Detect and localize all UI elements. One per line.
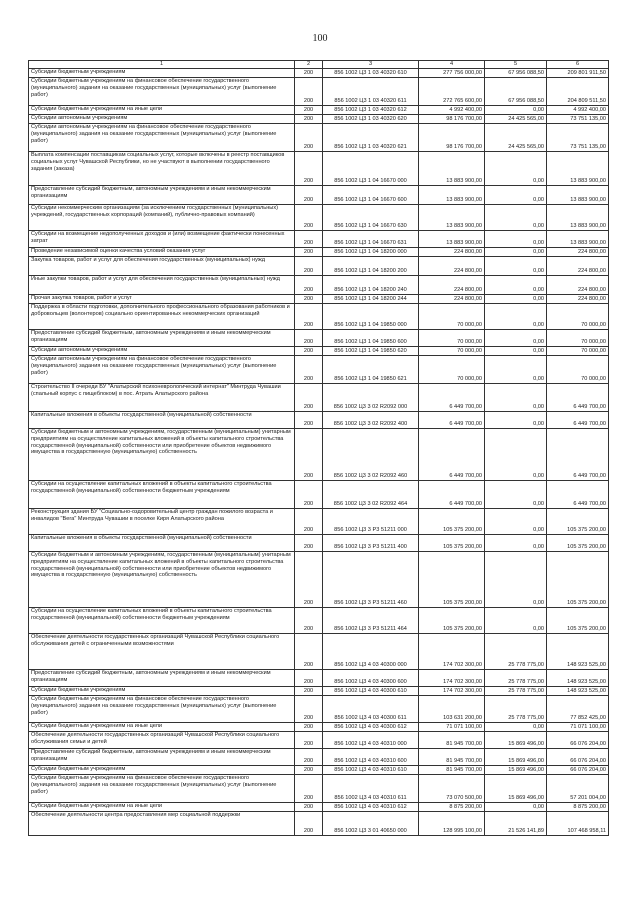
header-cell-3: 3 (323, 61, 419, 69)
row-grbs-cell: 200 (295, 205, 323, 231)
header-cell-2: 2 (295, 61, 323, 69)
row-change-cell: 0,00 (485, 304, 547, 330)
table-row (29, 347, 609, 356)
row-approved-cell: 224 800,00 (419, 295, 485, 304)
row-change-cell: 0,00 (485, 535, 547, 552)
row-name-cell: Капитальные вложения в объекты государственной (муниципальной) собственности (29, 412, 295, 429)
row-change-cell: 67 956 088,50 (485, 69, 547, 78)
row-grbs-cell: 200 (295, 412, 323, 429)
row-change-cell: 0,00 (485, 152, 547, 186)
row-total-cell: 204 809 511,50 (547, 78, 609, 106)
row-name-cell: Предоставление субсидий бюджетным, автономным учреждениям и иным некоммерческим организациям (29, 186, 295, 205)
row-approved-cell: 73 070 500,00 (419, 775, 485, 803)
row-grbs-cell: 200 (295, 766, 323, 775)
row-code-cell: 856 1002 Ц3 4 03 40310 000 (323, 732, 419, 749)
row-total-cell: 73 751 135,00 (547, 115, 609, 124)
header-cell-1: 1 (29, 61, 295, 69)
table-row (29, 356, 609, 384)
row-code-cell: 856 1002 Ц3 1 04 19850 000 (323, 304, 419, 330)
row-name-cell: Предоставление субсидий бюджетным, автономным учреждениям и иным некоммерческим организациям (29, 749, 295, 766)
table-row (29, 257, 609, 276)
row-approved-cell: 13 883 900,00 (419, 231, 485, 248)
row-total-cell: 105 375 200,00 (547, 535, 609, 552)
table-row (29, 384, 609, 412)
row-total-cell: 224 800,00 (547, 257, 609, 276)
row-approved-cell: 174 702 300,00 (419, 687, 485, 696)
table-row (29, 69, 609, 78)
row-change-cell: 0,00 (485, 552, 547, 608)
row-grbs-cell: 200 (295, 634, 323, 670)
row-code-cell: 856 1002 Ц3 4 03 40300 611 (323, 696, 419, 723)
row-approved-cell: 105 375 200,00 (419, 608, 485, 634)
row-approved-cell: 81 945 700,00 (419, 766, 485, 775)
row-code-cell: 856 1002 Ц3 4 03 40310 600 (323, 749, 419, 766)
table-body (29, 69, 609, 836)
row-name-cell: Реконструкция здания БУ "Социально-оздоровительный центр граждан пожилого возраста и инвалидов "Вега" Минтруда Чувашии в поселке Киря Алатырского района (29, 509, 295, 535)
budget-table (28, 60, 609, 836)
row-code-cell: 856 1002 Ц3 1 04 16670 631 (323, 231, 419, 248)
row-approved-cell: 70 000,00 (419, 304, 485, 330)
table-row (29, 186, 609, 205)
row-change-cell: 0,00 (485, 412, 547, 429)
row-total-cell: 73 751 135,00 (547, 124, 609, 152)
row-name-cell: Субсидии бюджетным учреждениям (29, 687, 295, 696)
row-total-cell: 66 076 204,00 (547, 766, 609, 775)
row-grbs-cell: 200 (295, 509, 323, 535)
row-change-cell: 0,00 (485, 509, 547, 535)
row-code-cell: 856 1002 Ц3 3 01 40650 000 (323, 812, 419, 836)
row-change-cell: 15 869 496,00 (485, 766, 547, 775)
table-row (29, 732, 609, 749)
row-grbs-cell: 200 (295, 257, 323, 276)
row-name-cell: Субсидии некоммерческим организациям (за исключением государственных (муниципальных) учреждений, государственных корпораций (компаний), публично-правовых компаний) (29, 205, 295, 231)
row-approved-cell: 128 995 100,00 (419, 812, 485, 836)
table-row (29, 766, 609, 775)
row-name-cell: Субсидии автономным учреждениям на финансовое обеспечение государственного (муниципального) задания на оказание государственных (муниципальных) услуг (выполнение работ) (29, 124, 295, 152)
row-approved-cell: 13 883 900,00 (419, 186, 485, 205)
row-code-cell: 856 1002 Ц3 1 03 40320 611 (323, 78, 419, 106)
row-name-cell: Проведение независимой оценки качества условий оказания услуг (29, 248, 295, 257)
row-grbs-cell: 200 (295, 69, 323, 78)
row-name-cell: Субсидии бюджетным учреждениям на иные цели (29, 106, 295, 115)
row-name-cell: Обеспечение деятельности государственных организаций Чувашской Республики социального обслуживания семьи и детей (29, 732, 295, 749)
table-row (29, 749, 609, 766)
row-approved-cell: 105 375 200,00 (419, 509, 485, 535)
row-code-cell: 856 1002 Ц3 3 02 R2092 464 (323, 481, 419, 509)
row-name-cell: Субсидии на возмещение недополученных доходов и (или) возмещение фактически понесенных затрат (29, 231, 295, 248)
table-row (29, 304, 609, 330)
row-code-cell: 856 1002 Ц3 1 03 40320 620 (323, 115, 419, 124)
row-total-cell: 66 076 204,00 (547, 732, 609, 749)
row-total-cell: 70 000,00 (547, 356, 609, 384)
row-code-cell: 856 1002 Ц3 1 04 16670 000 (323, 152, 419, 186)
row-name-cell: Субсидии автономным учреждениям (29, 347, 295, 356)
row-change-cell: 0,00 (485, 803, 547, 812)
table-row (29, 115, 609, 124)
row-code-cell: 856 1002 Ц3 1 04 19850 620 (323, 347, 419, 356)
row-name-cell: Строительство II очереди БУ "Алатырский психоневрологический интернат" Минтруда Чувашии (спальный корпус с пищеблоком) в пос. Атрать Алатырского района (29, 384, 295, 412)
row-code-cell: 856 1002 Ц3 1 03 40320 621 (323, 124, 419, 152)
row-change-cell: 0,00 (485, 608, 547, 634)
row-approved-cell: 6 449 700,00 (419, 384, 485, 412)
row-name-cell: Субсидии бюджетным и автономным учреждениям, государственным (муниципальным) унитарным предприятиям на осуществление капитальных вложений в объекты капитального строительства государственной (муниципальной) собственности или приобретение объектов недвижимого имущества в государственную (муниципальную) собственность (29, 552, 295, 608)
table-row (29, 231, 609, 248)
row-change-cell: 0,00 (485, 205, 547, 231)
row-name-cell: Субсидии бюджетным учреждениям на финансовое обеспечение государственного (муниципального) задания на оказание государственных (муниципальных) услуг (выполнение работ) (29, 775, 295, 803)
row-change-cell: 0,00 (485, 231, 547, 248)
row-code-cell: 856 1002 Ц3 3 P3 51211 400 (323, 535, 419, 552)
row-code-cell: 856 1002 Ц3 1 04 18200 240 (323, 276, 419, 295)
row-total-cell: 70 000,00 (547, 304, 609, 330)
table-row (29, 205, 609, 231)
row-approved-cell: 71 071 100,00 (419, 723, 485, 732)
row-total-cell: 105 375 200,00 (547, 552, 609, 608)
row-grbs-cell: 200 (295, 696, 323, 723)
table-row (29, 696, 609, 723)
row-name-cell: Прочая закупка товаров, работ и услуг (29, 295, 295, 304)
table-row (29, 535, 609, 552)
row-approved-cell: 224 800,00 (419, 276, 485, 295)
page-number: 100 (312, 33, 328, 44)
row-grbs-cell: 200 (295, 115, 323, 124)
row-approved-cell: 6 449 700,00 (419, 429, 485, 481)
row-change-cell: 67 956 088,50 (485, 78, 547, 106)
row-total-cell: 13 883 900,00 (547, 231, 609, 248)
row-grbs-cell: 200 (295, 481, 323, 509)
row-grbs-cell: 200 (295, 106, 323, 115)
row-change-cell: 25 778 775,00 (485, 687, 547, 696)
table-row (29, 124, 609, 152)
row-approved-cell: 98 176 700,00 (419, 115, 485, 124)
row-grbs-cell: 200 (295, 803, 323, 812)
row-grbs-cell: 200 (295, 608, 323, 634)
row-name-cell: Субсидии бюджетным учреждениям (29, 69, 295, 78)
row-name-cell: Иные закупки товаров, работ и услуг для обеспечения государственных (муниципальных) нужд (29, 276, 295, 295)
row-change-cell: 15 869 496,00 (485, 775, 547, 803)
row-approved-cell: 13 883 900,00 (419, 152, 485, 186)
row-name-cell: Субсидии автономным учреждениям на финансовое обеспечение государственного (муниципального) задания на оказание государственных (муниципальных) услуг (выполнение работ) (29, 356, 295, 384)
row-total-cell: 209 801 911,50 (547, 69, 609, 78)
row-change-cell: 21 526 141,89 (485, 812, 547, 836)
row-total-cell: 8 875 200,00 (547, 803, 609, 812)
row-grbs-cell: 200 (295, 347, 323, 356)
table-row (29, 803, 609, 812)
row-change-cell: 0,00 (485, 330, 547, 347)
row-grbs-cell: 200 (295, 295, 323, 304)
row-name-cell: Обеспечение деятельности государственных организаций Чувашской Республики социального обслуживания детей с ограниченными возможностями (29, 634, 295, 670)
row-total-cell: 13 883 900,00 (547, 152, 609, 186)
row-name-cell: Предоставление субсидий бюджетным, автономным учреждениям и иным некоммерческим организациям (29, 330, 295, 347)
row-name-cell: Субсидии бюджетным учреждениям на иные цели (29, 803, 295, 812)
table-row (29, 429, 609, 481)
row-approved-cell: 174 702 300,00 (419, 670, 485, 687)
table-row (29, 152, 609, 186)
row-name-cell: Предоставление субсидий бюджетным, автономным учреждениям и иным некоммерческим организациям (29, 670, 295, 687)
table-row (29, 481, 609, 509)
row-change-cell: 0,00 (485, 186, 547, 205)
row-grbs-cell: 200 (295, 330, 323, 347)
row-approved-cell: 105 375 200,00 (419, 552, 485, 608)
row-total-cell: 70 000,00 (547, 330, 609, 347)
row-total-cell: 148 923 525,00 (547, 687, 609, 696)
row-code-cell: 856 1002 Ц3 4 03 40310 612 (323, 803, 419, 812)
row-grbs-cell: 200 (295, 124, 323, 152)
table-row (29, 106, 609, 115)
row-code-cell: 856 1002 Ц3 3 02 R2092 400 (323, 412, 419, 429)
row-code-cell: 856 1002 Ц3 3 P3 51211 464 (323, 608, 419, 634)
row-name-cell: Субсидии на осуществление капитальных вложений в объекты капитального строительства государственной (муниципальной) собственности бюджетным учреждениям (29, 608, 295, 634)
row-total-cell: 77 852 425,00 (547, 696, 609, 723)
row-approved-cell: 174 702 300,00 (419, 634, 485, 670)
row-change-cell: 0,00 (485, 481, 547, 509)
row-grbs-cell: 200 (295, 304, 323, 330)
row-total-cell: 6 449 700,00 (547, 384, 609, 412)
row-code-cell: 856 1002 Ц3 3 02 R2092 000 (323, 384, 419, 412)
row-name-cell: Субсидии бюджетным и автономным учреждениям, государственным (муниципальным) унитарным предприятиям на осуществление капитальных вложений в объекты капитального строительства государственной (муниципальной) собственности или приобретение объектов недвижимого имущества в государственную (муниципальную) собственность (29, 429, 295, 481)
row-total-cell: 224 800,00 (547, 248, 609, 257)
row-total-cell: 6 449 700,00 (547, 429, 609, 481)
row-change-cell: 0,00 (485, 295, 547, 304)
row-change-cell: 0,00 (485, 347, 547, 356)
table-row (29, 276, 609, 295)
table-row (29, 330, 609, 347)
row-approved-cell: 103 631 200,00 (419, 696, 485, 723)
header-row (29, 61, 609, 69)
row-name-cell: Капитальные вложения в объекты государственной (муниципальной) собственности (29, 535, 295, 552)
table-row (29, 608, 609, 634)
row-change-cell: 0,00 (485, 276, 547, 295)
table-row (29, 248, 609, 257)
row-approved-cell: 272 765 600,00 (419, 78, 485, 106)
row-grbs-cell: 200 (295, 231, 323, 248)
row-code-cell: 856 1002 Ц3 4 03 40300 600 (323, 670, 419, 687)
row-name-cell: Поддержка в области подготовки, дополнительного профессионального образования работников и добровольцев (волонтеров) социально ориентированных некоммерческих организаций (29, 304, 295, 330)
row-change-cell: 15 869 496,00 (485, 732, 547, 749)
table-row (29, 78, 609, 106)
table-row (29, 670, 609, 687)
row-code-cell: 856 1002 Ц3 3 P3 51211 000 (323, 509, 419, 535)
table-row (29, 552, 609, 608)
row-approved-cell: 277 756 000,00 (419, 69, 485, 78)
row-change-cell: 25 778 775,00 (485, 696, 547, 723)
row-change-cell: 0,00 (485, 356, 547, 384)
row-code-cell: 856 1002 Ц3 1 04 19850 621 (323, 356, 419, 384)
row-total-cell: 107 468 958,11 (547, 812, 609, 836)
row-code-cell: 856 1002 Ц3 1 04 18200 244 (323, 295, 419, 304)
row-change-cell: 25 778 775,00 (485, 670, 547, 687)
row-code-cell: 856 1002 Ц3 1 03 40320 610 (323, 69, 419, 78)
row-approved-cell: 4 992 400,00 (419, 106, 485, 115)
row-approved-cell: 105 375 200,00 (419, 535, 485, 552)
row-code-cell: 856 1002 Ц3 4 03 40300 610 (323, 687, 419, 696)
row-approved-cell: 81 945 700,00 (419, 749, 485, 766)
row-approved-cell: 224 800,00 (419, 248, 485, 257)
header-cell-5: 5 (485, 61, 547, 69)
row-approved-cell: 6 449 700,00 (419, 481, 485, 509)
row-grbs-cell: 200 (295, 670, 323, 687)
row-change-cell: 15 869 496,00 (485, 749, 547, 766)
row-total-cell: 6 449 700,00 (547, 481, 609, 509)
row-code-cell: 856 1002 Ц3 3 02 R2092 460 (323, 429, 419, 481)
row-change-cell: 24 425 565,00 (485, 124, 547, 152)
row-code-cell: 856 1002 Ц3 1 04 19850 600 (323, 330, 419, 347)
row-approved-cell: 8 875 200,00 (419, 803, 485, 812)
row-total-cell: 71 071 100,00 (547, 723, 609, 732)
row-change-cell: 0,00 (485, 257, 547, 276)
row-grbs-cell: 200 (295, 78, 323, 106)
row-approved-cell: 98 176 700,00 (419, 124, 485, 152)
row-name-cell: Субсидии бюджетным учреждениям на финансовое обеспечение государственного (муниципального) задания на оказание государственных (муниципальных) услуг (выполнение работ) (29, 696, 295, 723)
row-code-cell: 856 1002 Ц3 3 P3 51211 460 (323, 552, 419, 608)
row-approved-cell: 81 945 700,00 (419, 732, 485, 749)
row-total-cell: 105 375 200,00 (547, 608, 609, 634)
table-row (29, 723, 609, 732)
table-row (29, 775, 609, 803)
row-code-cell: 856 1002 Ц3 1 03 40320 612 (323, 106, 419, 115)
row-grbs-cell: 200 (295, 749, 323, 766)
header-cell-4: 4 (419, 61, 485, 69)
row-grbs-cell: 200 (295, 687, 323, 696)
row-total-cell: 4 992 400,00 (547, 106, 609, 115)
row-code-cell: 856 1002 Ц3 1 04 16670 600 (323, 186, 419, 205)
row-grbs-cell: 200 (295, 812, 323, 836)
header-cell-6: 6 (547, 61, 609, 69)
table-row (29, 812, 609, 836)
row-approved-cell: 70 000,00 (419, 347, 485, 356)
row-name-cell: Субсидии бюджетным учреждениям на иные цели (29, 723, 295, 732)
row-name-cell: Субсидии автономным учреждениям (29, 115, 295, 124)
row-code-cell: 856 1002 Ц3 4 03 40300 612 (323, 723, 419, 732)
row-code-cell: 856 1002 Ц3 4 03 40300 000 (323, 634, 419, 670)
row-grbs-cell: 200 (295, 152, 323, 186)
table-row (29, 634, 609, 670)
table-row (29, 412, 609, 429)
row-change-cell: 0,00 (485, 723, 547, 732)
row-grbs-cell: 200 (295, 384, 323, 412)
row-total-cell: 105 375 200,00 (547, 509, 609, 535)
row-approved-cell: 13 883 900,00 (419, 205, 485, 231)
row-total-cell: 224 800,00 (547, 295, 609, 304)
row-code-cell: 856 1002 Ц3 4 03 40310 611 (323, 775, 419, 803)
row-code-cell: 856 1002 Ц3 1 04 18200 000 (323, 248, 419, 257)
row-grbs-cell: 200 (295, 732, 323, 749)
row-grbs-cell: 200 (295, 429, 323, 481)
row-name-cell: Субсидии бюджетным учреждениям (29, 766, 295, 775)
row-total-cell: 224 800,00 (547, 276, 609, 295)
row-total-cell: 66 076 204,00 (547, 749, 609, 766)
row-name-cell: Выплата компенсации поставщикам социальных услуг, которые включены в реестр поставщиков социальных услуг Чувашской Республики, но не участвуют в выполнении государственного задания (заказа) (29, 152, 295, 186)
row-change-cell: 0,00 (485, 429, 547, 481)
row-total-cell: 13 883 900,00 (547, 205, 609, 231)
row-total-cell: 57 201 004,00 (547, 775, 609, 803)
row-grbs-cell: 200 (295, 552, 323, 608)
row-name-cell: Закупка товаров, работ и услуг для обеспечения государственных (муниципальных) нужд (29, 257, 295, 276)
row-grbs-cell: 200 (295, 723, 323, 732)
row-approved-cell: 224 800,00 (419, 257, 485, 276)
row-name-cell: Субсидии бюджетным учреждениям на финансовое обеспечение государственного (муниципального) задания на оказание государственных (муниципальных) услуг (выполнение работ) (29, 78, 295, 106)
row-approved-cell: 70 000,00 (419, 330, 485, 347)
row-code-cell: 856 1002 Ц3 4 03 40310 610 (323, 766, 419, 775)
table-row (29, 295, 609, 304)
table-row (29, 509, 609, 535)
row-grbs-cell: 200 (295, 775, 323, 803)
row-grbs-cell: 200 (295, 276, 323, 295)
row-grbs-cell: 200 (295, 248, 323, 257)
row-total-cell: 148 923 525,00 (547, 670, 609, 687)
row-approved-cell: 6 449 700,00 (419, 412, 485, 429)
row-change-cell: 0,00 (485, 248, 547, 257)
row-grbs-cell: 200 (295, 186, 323, 205)
row-grbs-cell: 200 (295, 356, 323, 384)
row-total-cell: 148 923 525,00 (547, 634, 609, 670)
table-row (29, 687, 609, 696)
row-total-cell: 6 449 700,00 (547, 412, 609, 429)
row-total-cell: 70 000,00 (547, 347, 609, 356)
row-grbs-cell: 200 (295, 535, 323, 552)
row-name-cell: Субсидии на осуществление капитальных вложений в объекты капитального строительства государственной (муниципальной) собственности бюджетным учреждениям (29, 481, 295, 509)
row-change-cell: 25 778 775,00 (485, 634, 547, 670)
row-total-cell: 13 883 900,00 (547, 186, 609, 205)
row-name-cell: Обеспечение деятельности центра предоставления мер социальной поддержки (29, 812, 295, 836)
row-code-cell: 856 1002 Ц3 1 04 16670 630 (323, 205, 419, 231)
row-change-cell: 0,00 (485, 106, 547, 115)
row-code-cell: 856 1002 Ц3 1 04 18200 200 (323, 257, 419, 276)
row-change-cell: 24 425 565,00 (485, 115, 547, 124)
row-approved-cell: 70 000,00 (419, 356, 485, 384)
row-change-cell: 0,00 (485, 384, 547, 412)
